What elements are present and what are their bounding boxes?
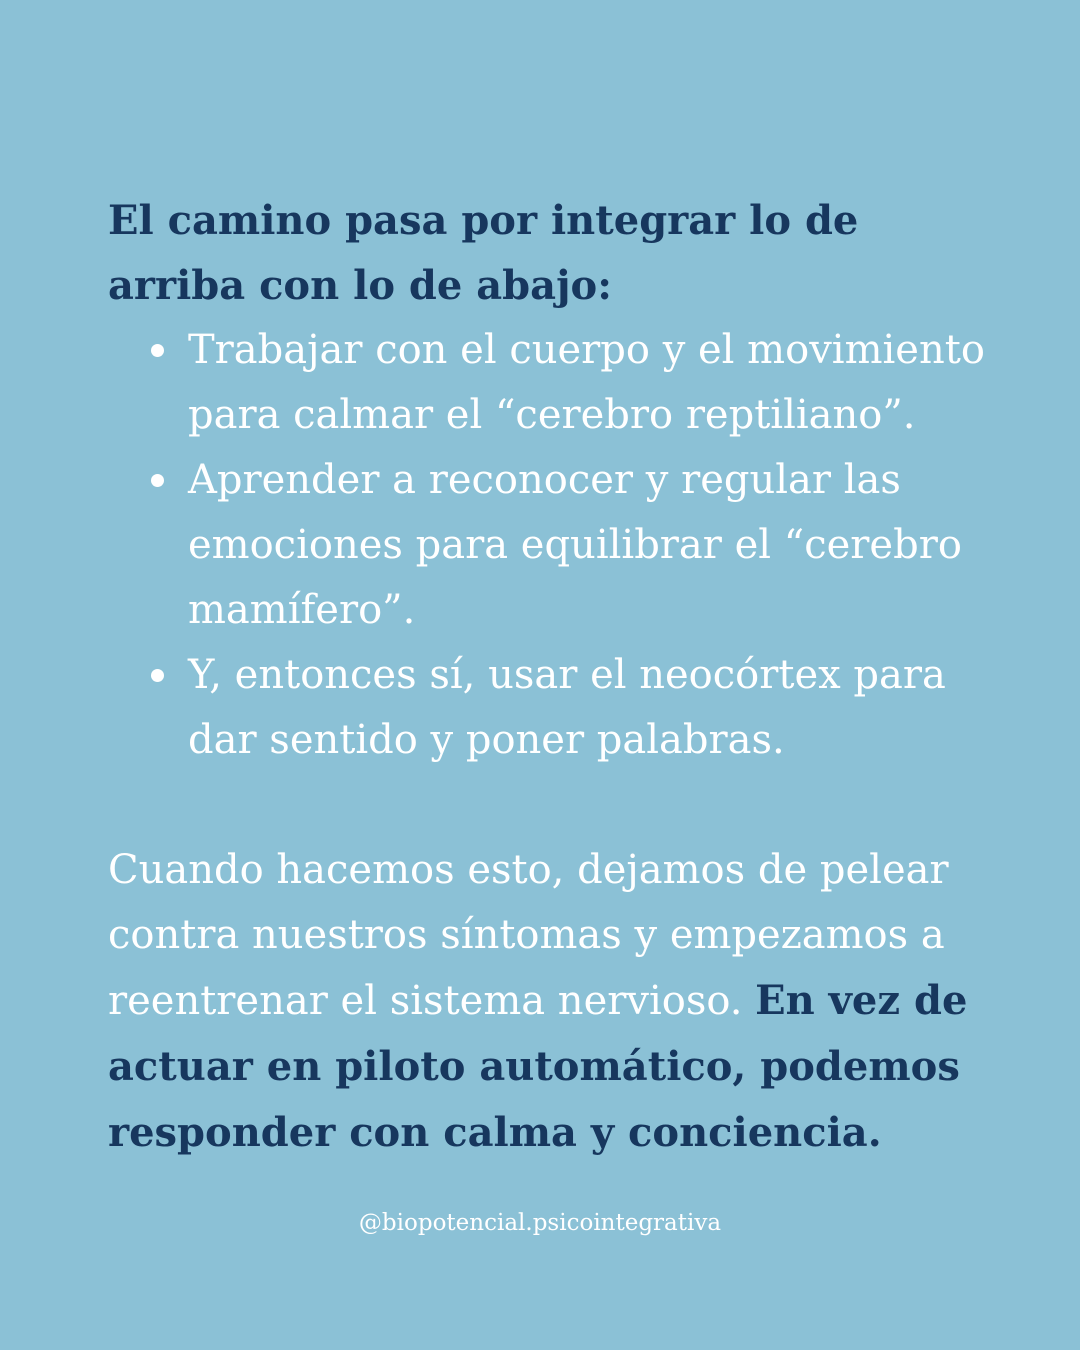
list-item bbox=[108, 448, 988, 643]
closing-paragraph bbox=[108, 838, 988, 1166]
closing-bold-text: En vez de actuar en piloto automático, podemos responder con calma y conciencia. bbox=[108, 977, 968, 1156]
list-item-text: Aprender a reconocer y regular las emociones para equilibrar el “cerebro mamífero”. bbox=[188, 457, 962, 633]
list-item-text: Trabajar con el cuerpo y el movimiento para calmar el “cerebro reptiliano”. bbox=[188, 327, 985, 438]
account-handle: @biopotencial.psicointegrativa bbox=[358, 1210, 722, 1236]
bullet-dot-icon bbox=[151, 474, 164, 487]
list-item bbox=[108, 318, 988, 448]
bullet-dot-icon bbox=[151, 344, 164, 357]
text-card bbox=[108, 188, 988, 1166]
bullet-list bbox=[108, 318, 988, 773]
closing-regular-text: Cuando hacemos esto, dejamos de pelear contra nuestros síntomas y empezamos a reentrenar el sistema nervioso. bbox=[108, 847, 949, 1024]
bullet-dot-icon bbox=[151, 669, 164, 682]
intro-heading: El camino pasa por integrar lo de arriba con lo de abajo: bbox=[108, 197, 859, 309]
list-item bbox=[108, 643, 988, 773]
list-item-text: Y, entonces sí, usar el neocórtex para dar sentido y poner palabras. bbox=[188, 652, 946, 763]
